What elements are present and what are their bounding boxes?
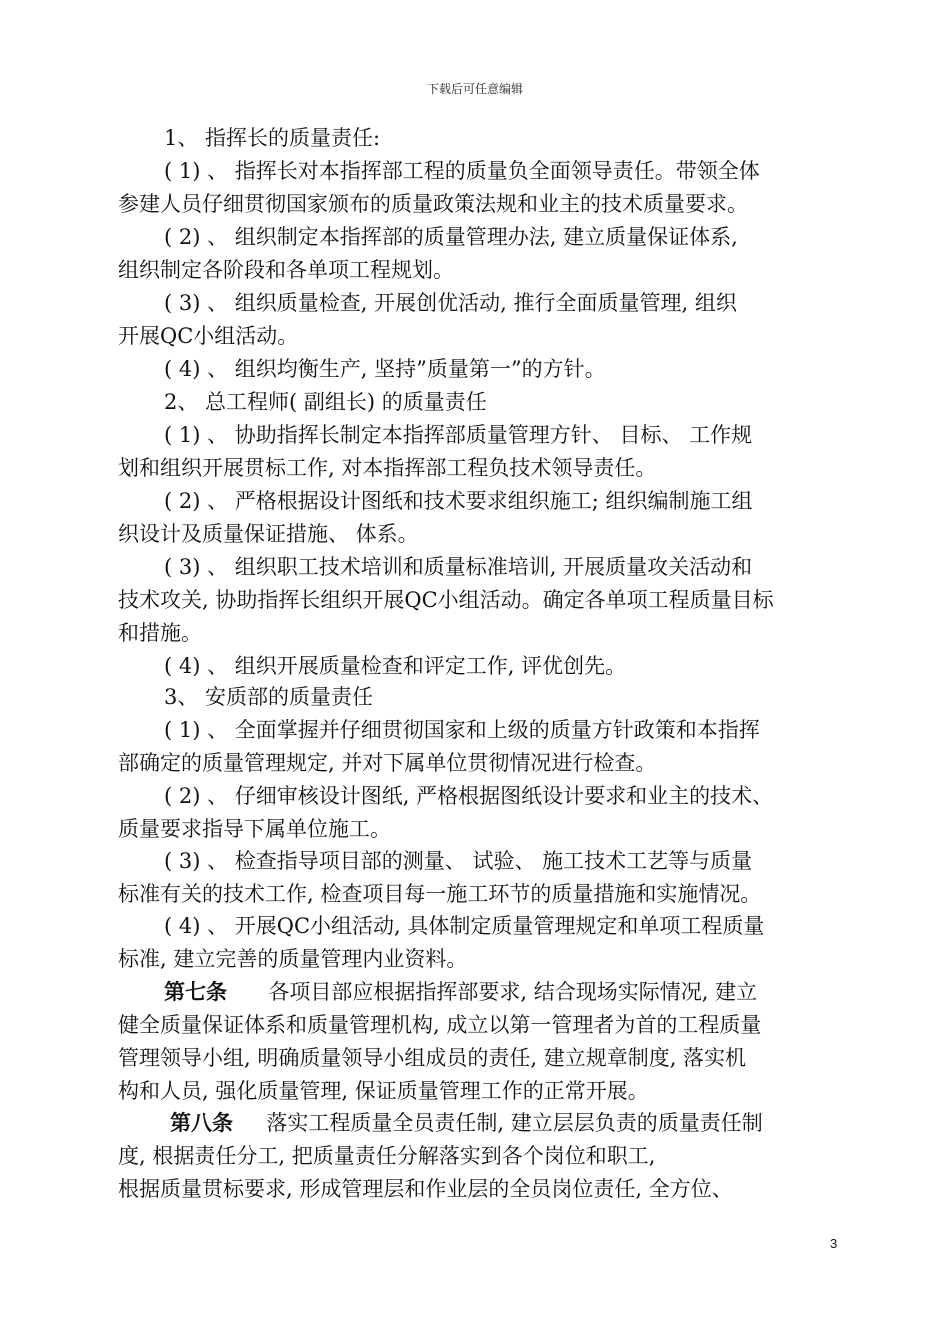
paragraph-line: 和措施。	[118, 621, 202, 645]
paragraph-line: 部确定的质量管理规定, 并对下属单位贯彻情况进行检查。	[118, 751, 657, 775]
page-header: 下载后可任意编辑	[426, 82, 523, 96]
paragraph-line: 标准有关的技术工作, 检查项目每一施工环节的质量措施和实施情况。	[118, 882, 762, 906]
paragraph-line: 标准, 建立完善的质量管理内业资料。	[118, 947, 468, 971]
paragraph-line: ( 3) 、 组织质量检查, 开展创优活动, 推行全面质量管理, 组织	[164, 291, 737, 315]
paragraph-line: ( 1) 、 协助指挥长制定本指挥部质量管理方针、 目标、 工作规	[164, 423, 753, 447]
paragraph-line: 3、 安质部的质量责任	[164, 685, 374, 709]
paragraph-line: 度, 根据责任分工, 把质量责任分解落实到各个岗位和职工,	[118, 1144, 656, 1168]
paragraph-line: 技术攻关, 协助指挥长组织开展QC小组活动。确定各单项工程质量目标	[118, 588, 774, 612]
paragraph-line: 构和人员, 强化质量管理, 保证质量管理工作的正常开展。	[118, 1079, 649, 1103]
paragraph-line: ( 4) 、 开展QC小组活动, 具体制定质量管理规定和单项工程质量	[164, 914, 765, 938]
paragraph-line: 根据质量贯标要求, 形成管理层和作业层的全员岗位责任, 全方位、	[118, 1177, 733, 1201]
paragraph-line: ( 4) 、 组织均衡生产, 坚持”质量第一”的方针。	[164, 357, 606, 381]
paragraph-line: 织设计及质量保证措施、 体系。	[118, 522, 419, 546]
article-8-title: 第八条	[170, 1111, 233, 1135]
paragraph-line: ( 2) 、 仔细审核设计图纸, 严格根据图纸设计要求和业主的技术、	[164, 784, 774, 808]
paragraph-line: 管理领导小组, 明确质量领导小组成员的责任, 建立规章制度, 落实机	[118, 1046, 747, 1070]
article-8-text: 落实工程质量全员责任制, 建立层层负责的质量责任制	[266, 1111, 763, 1135]
article-8-first-line	[170, 1107, 763, 1139]
paragraph-line: 组织制定各阶段和各单项工程规划。	[118, 258, 454, 282]
article-7-title: 第七条	[164, 980, 227, 1004]
paragraph-line: 2、 总工程师( 副组长) 的质量责任	[164, 390, 487, 414]
paragraph-line: ( 3) 、 组织职工技术培训和质量标准培训, 开展质量攻关活动和	[164, 555, 753, 579]
paragraph-line: ( 2) 、 组织制定本指挥部的质量管理办法, 建立质量保证体系,	[164, 225, 738, 249]
paragraph-line: 健全质量保证体系和质量管理机构, 成立以第一管理者为首的工程质量	[118, 1013, 762, 1037]
article-7-text: 各项目部应根据指挥部要求, 结合现场实际情况, 建立	[268, 980, 758, 1004]
paragraph-line: 开展QC小组活动。	[118, 324, 299, 348]
paragraph-line: ( 1) 、 指挥长对本指挥部工程的质量负全面领导责任。带领全体	[164, 159, 760, 183]
paragraph-line: 质量要求指导下属单位施工。	[118, 817, 391, 841]
paragraph-line: ( 4) 、 组织开展质量检查和评定工作, 评优创先。	[164, 654, 627, 678]
article-7-first-line	[164, 976, 757, 1008]
paragraph-line: ( 2) 、 严格根据设计图纸和技术要求组织施工; 组织编制施工组	[164, 489, 753, 513]
paragraph-line: 1、 指挥长的质量责任:	[164, 126, 381, 150]
paragraph-line: 划和组织开展贯标工作, 对本指挥部工程负技术领导责任。	[118, 456, 657, 480]
paragraph-line: 参建人员仔细贯彻国家颁布的质量政策法规和业主的技术质量要求。	[118, 192, 748, 216]
page-number: 3	[830, 1236, 838, 1251]
paragraph-line: ( 1) 、 全面掌握并仔细贯彻国家和上级的质量方针政策和本指挥	[164, 718, 760, 742]
paragraph-line: ( 3) 、 检查指导项目部的测量、 试验、 施工技术工艺等与质量	[164, 849, 753, 873]
